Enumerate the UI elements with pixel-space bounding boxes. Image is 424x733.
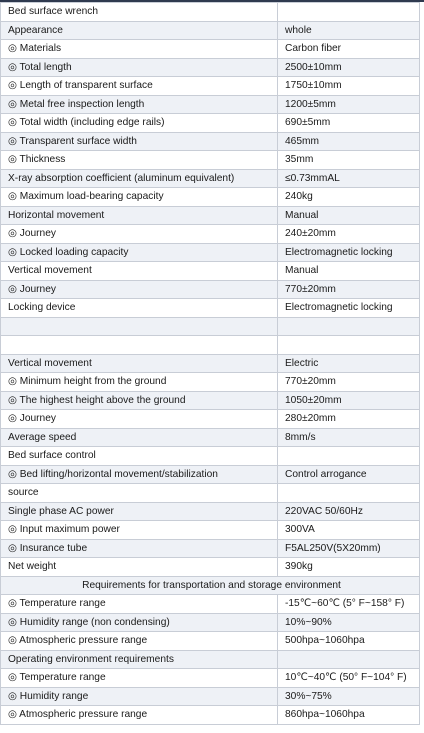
table-row — [1, 132, 420, 151]
table-row — [1, 539, 420, 558]
spec-value: 240±20mm — [278, 225, 420, 244]
table-row — [1, 502, 420, 521]
spec-value: whole — [278, 21, 420, 40]
table-row — [1, 169, 420, 188]
table-row — [1, 114, 420, 133]
spec-value: Carbon fiber — [278, 40, 420, 59]
table-row — [1, 484, 420, 503]
spec-label: ◎ Length of transparent surface — [1, 77, 278, 96]
table-row — [1, 40, 420, 59]
table-row — [1, 188, 420, 207]
spec-label: Bed surface wrench — [1, 3, 278, 22]
spec-label: X-ray absorption coefficient (aluminum equivalent) — [1, 169, 278, 188]
table-row — [1, 558, 420, 577]
spec-value: Electric — [278, 354, 420, 373]
spec-value: 10℃~40℃ (50° F~104° F) — [278, 669, 420, 688]
table-row — [1, 77, 420, 96]
spec-label: ◎ Metal free inspection length — [1, 95, 278, 114]
spec-label: ◎ Insurance tube — [1, 539, 278, 558]
spec-label: Vertical movement — [1, 354, 278, 373]
spec-label: ◎ Thickness — [1, 151, 278, 170]
spec-value: 300VA — [278, 521, 420, 540]
spec-label: ◎ Total length — [1, 58, 278, 77]
spec-value: 30%~75% — [278, 687, 420, 706]
table-row — [1, 299, 420, 318]
spec-label: ◎ Materials — [1, 40, 278, 59]
spec-value: 690±5mm — [278, 114, 420, 133]
table-row — [1, 687, 420, 706]
section-header: Requirements for transportation and storage environment — [1, 576, 420, 595]
table-row — [1, 58, 420, 77]
table-row — [1, 706, 420, 725]
spec-label: Single phase AC power — [1, 502, 278, 521]
spec-label: Average speed — [1, 428, 278, 447]
spec-value: 280±20mm — [278, 410, 420, 429]
spec-label: ◎ Atmospheric pressure range — [1, 632, 278, 651]
spec-value: 2500±10mm — [278, 58, 420, 77]
spec-value: Electromagnetic locking — [278, 299, 420, 318]
table-row — [1, 95, 420, 114]
spec-label: Bed surface control — [1, 447, 278, 466]
spec-value: 1200±5mm — [278, 95, 420, 114]
spec-value: 8mm/s — [278, 428, 420, 447]
spec-value: 10%~90% — [278, 613, 420, 632]
spec-value — [278, 317, 420, 336]
spec-value — [278, 336, 420, 355]
table-row — [1, 576, 420, 595]
table-row — [1, 262, 420, 281]
table-row — [1, 613, 420, 632]
spec-value: 1050±20mm — [278, 391, 420, 410]
spec-label: ◎ Journey — [1, 410, 278, 429]
table-row — [1, 3, 420, 22]
spec-value: 770±20mm — [278, 280, 420, 299]
spec-value: 390kg — [278, 558, 420, 577]
table-row — [1, 650, 420, 669]
spec-value: 770±20mm — [278, 373, 420, 392]
spec-value: -15℃~60℃ (5° F~158° F) — [278, 595, 420, 614]
spec-label — [1, 317, 278, 336]
spec-label: Horizontal movement — [1, 206, 278, 225]
spec-value: 35mm — [278, 151, 420, 170]
spec-label: Vertical movement — [1, 262, 278, 281]
spec-value: Manual — [278, 206, 420, 225]
table-row — [1, 595, 420, 614]
spec-value: 240kg — [278, 188, 420, 207]
spec-value — [278, 650, 420, 669]
spec-label — [1, 336, 278, 355]
spec-label: Net weight — [1, 558, 278, 577]
spec-label: Locking device — [1, 299, 278, 318]
spec-value: 860hpa~1060hpa — [278, 706, 420, 725]
spec-value: Control arrogance — [278, 465, 420, 484]
spec-label: ◎ Transparent surface width — [1, 132, 278, 151]
table-row — [1, 521, 420, 540]
spec-label: ◎ Humidity range — [1, 687, 278, 706]
spec-label: ◎ Atmospheric pressure range — [1, 706, 278, 725]
spec-label: ◎ Journey — [1, 280, 278, 299]
table-row — [1, 21, 420, 40]
table-row — [1, 206, 420, 225]
table-row — [1, 632, 420, 651]
table-row — [1, 465, 420, 484]
spec-table-body — [1, 3, 420, 725]
spec-label: ◎ Locked loading capacity — [1, 243, 278, 262]
spec-label: Operating environment requirements — [1, 650, 278, 669]
spec-label: ◎ The highest height above the ground — [1, 391, 278, 410]
spec-label: ◎ Temperature range — [1, 595, 278, 614]
spec-value: Manual — [278, 262, 420, 281]
spec-value: F5AL250V(5X20mm) — [278, 539, 420, 558]
spec-label: ◎ Journey — [1, 225, 278, 244]
spec-label: ◎ Total width (including edge rails) — [1, 114, 278, 133]
table-row — [1, 151, 420, 170]
table-row — [1, 336, 420, 355]
table-row — [1, 410, 420, 429]
spec-value — [278, 484, 420, 503]
spec-value: ≤0.73mmAL — [278, 169, 420, 188]
spec-label: ◎ Input maximum power — [1, 521, 278, 540]
spec-value: Electromagnetic locking — [278, 243, 420, 262]
spec-label: ◎ Maximum load-bearing capacity — [1, 188, 278, 207]
spec-value — [278, 447, 420, 466]
spec-label: source — [1, 484, 278, 503]
spec-value: 465mm — [278, 132, 420, 151]
spec-label: Appearance — [1, 21, 278, 40]
spec-label: ◎ Temperature range — [1, 669, 278, 688]
spec-value — [278, 3, 420, 22]
table-row — [1, 225, 420, 244]
spec-table — [0, 2, 420, 725]
table-row — [1, 243, 420, 262]
spec-value: 500hpa~1060hpa — [278, 632, 420, 651]
table-row — [1, 373, 420, 392]
spec-value: 220VAC 50/60Hz — [278, 502, 420, 521]
table-row — [1, 317, 420, 336]
table-row — [1, 428, 420, 447]
table-row — [1, 447, 420, 466]
spec-value: 1750±10mm — [278, 77, 420, 96]
table-row — [1, 669, 420, 688]
spec-label: ◎ Minimum height from the ground — [1, 373, 278, 392]
spec-label: ◎ Bed lifting/horizontal movement/stabilization — [1, 465, 278, 484]
table-row — [1, 354, 420, 373]
table-row — [1, 280, 420, 299]
table-row — [1, 391, 420, 410]
spec-label: ◎ Humidity range (non condensing) — [1, 613, 278, 632]
